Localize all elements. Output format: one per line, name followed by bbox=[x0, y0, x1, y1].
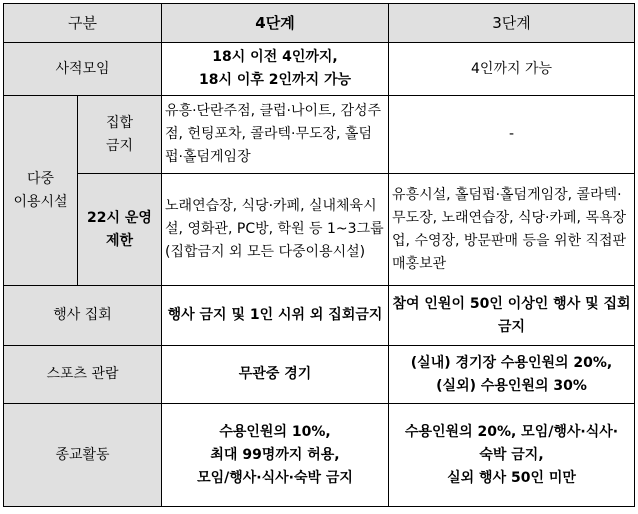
stage4-private-gathering-line2: 18시 이후 2인까지 가능 bbox=[198, 72, 352, 88]
stage4-curfew: 노래연습장, 식당·카페, 실내체육시설, 영화관, PC방, 학원 등 1~3그룹(집합금지 외 모든 다중이용시설) bbox=[162, 174, 389, 286]
stage3-gathering-ban: - bbox=[389, 96, 635, 174]
label-curfew bbox=[78, 174, 162, 286]
label-religion: 종교활동 bbox=[4, 404, 162, 507]
label-gathering-ban-line2: 금지 bbox=[105, 137, 134, 154]
stage3-events: 참여 인원이 50인 이상인 행사 및 집회 금지 bbox=[389, 286, 635, 346]
label-private-gathering: 사적모임 bbox=[4, 43, 162, 96]
stage3-religion bbox=[389, 404, 635, 507]
stage4-private-gathering bbox=[162, 43, 389, 96]
stage3-religion-line3: 실외 행사 50인 미만 bbox=[447, 469, 576, 486]
stage3-private-gathering: 4인까지 가능 bbox=[389, 43, 635, 96]
stage3-religion-line2: 숙박 금지, bbox=[479, 446, 544, 463]
label-events: 행사 집회 bbox=[4, 286, 162, 346]
row-multi-use-curfew bbox=[4, 174, 635, 286]
label-multi-use-line1: 다중 bbox=[26, 170, 55, 187]
header-stage3: 3단계 bbox=[389, 4, 635, 43]
stage3-religion-line1: 수용인원의 20%, 모임/행사·식사· bbox=[404, 423, 619, 440]
row-sports bbox=[4, 346, 635, 404]
stage3-sports-line1: (실내) 경기장 수용인원의 20%, bbox=[410, 354, 613, 371]
header-stage4: 4단계 bbox=[162, 4, 389, 43]
row-events bbox=[4, 286, 635, 346]
label-curfew-line2: 제한 bbox=[105, 232, 134, 249]
stage3-sports bbox=[389, 346, 635, 404]
label-gathering-ban bbox=[78, 96, 162, 174]
label-multi-use-line2: 이용시설 bbox=[13, 193, 68, 210]
stage4-sports: 무관중 경기 bbox=[162, 346, 389, 404]
header-category: 구분 bbox=[4, 4, 162, 43]
row-multi-use-ban bbox=[4, 96, 635, 174]
distancing-rules-table bbox=[3, 3, 635, 507]
stage4-religion bbox=[162, 404, 389, 507]
stage4-private-gathering-line1: 18시 이전 4인까지, bbox=[212, 49, 338, 65]
stage4-religion-line1: 수용인원의 10%, bbox=[219, 423, 331, 440]
label-gathering-ban-line1: 집합 bbox=[105, 114, 134, 131]
stage4-events: 행사 금지 및 1인 시위 외 집회금지 bbox=[162, 286, 389, 346]
label-sports: 스포츠 관람 bbox=[4, 346, 162, 404]
row-private-gathering bbox=[4, 43, 635, 96]
stage3-curfew: 유흥시설, 홀덤펍·홀덤게임장, 콜라텍·무도장, 노래연습장, 식당·카페, 목욕장업, 수영장, 방문판매 등을 위한 직접판매홍보관 bbox=[389, 174, 635, 286]
stage4-religion-line2: 최대 99명까지 허용, bbox=[210, 446, 340, 463]
label-multi-use bbox=[4, 96, 78, 286]
row-religion bbox=[4, 404, 635, 507]
stage4-gathering-ban: 유흥·단란주점, 클럽·나이트, 감성주점, 헌팅포차, 콜라텍·무도장, 홀덤펍·홀덤게임장 bbox=[162, 96, 389, 174]
header-row bbox=[4, 4, 635, 43]
stage4-religion-line3: 모임/행사·식사·숙박 금지 bbox=[197, 469, 353, 486]
label-curfew-line1: 22시 운영 bbox=[87, 209, 152, 226]
stage3-sports-line2: (실외) 수용인원의 30% bbox=[436, 377, 587, 394]
